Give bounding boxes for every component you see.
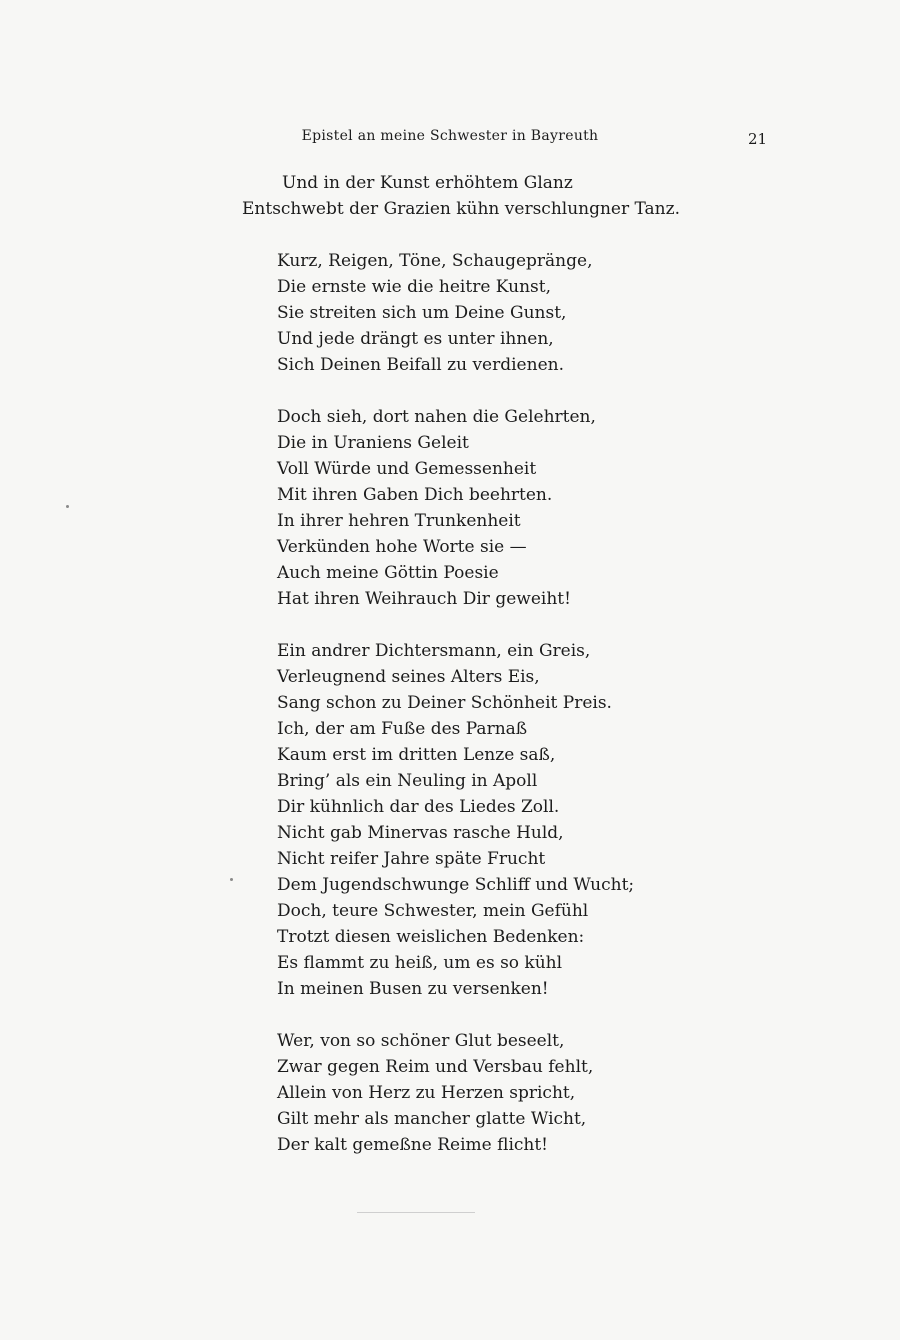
verse-line: Wer, von so schöner Glut beseelt, [277,1031,565,1051]
stanza [0,638,900,1002]
verse-line: Entschwebt der Grazien kühn verschlungner Tanz. [242,199,680,219]
verse-line: Nicht reifer Jahre späte Frucht [277,849,546,869]
verse-line: Sich Deinen Beifall zu verdienen. [277,355,564,375]
verse-line: Kaum erst im dritten Lenze saß, [277,745,556,765]
paper-speck [66,505,69,508]
verse-line: Hat ihren Weihrauch Dir geweiht! [277,589,571,609]
verse-line: Kurz, Reigen, Töne, Schaugepränge, [277,251,593,271]
stanza [0,170,900,222]
verse-line: In ihrer hehren Trunkenheit [277,511,521,531]
verse-line: Doch, teure Schwester, mein Gefühl [277,901,589,921]
running-title: Epistel an meine Schwester in Bayreuth [301,128,599,144]
verse-line: Zwar gegen Reim und Versbau fehlt, [277,1057,594,1077]
verse-line: Und in der Kunst erhöhtem Glanz [282,173,573,193]
verse-line: Auch meine Göttin Poesie [277,563,499,583]
verse-line: Es flammt zu heiß, um es so kühl [277,953,563,973]
verse-line: Der kalt gemeßne Reime flicht! [277,1135,549,1155]
end-rule [357,1212,475,1213]
verse-line: Mit ihren Gaben Dich beehrten. [277,485,553,505]
verse-line: Ich, der am Fuße des Parnaß [277,719,528,739]
poem-body [0,170,900,1158]
stanza-gap [0,378,900,404]
verse-line: Allein von Herz zu Herzen spricht, [277,1083,576,1103]
verse-line: Nicht gab Minervas rasche Huld, [277,823,564,843]
stanza [0,248,900,378]
verse-line: Trotzt diesen weislichen Bedenken: [277,927,585,947]
stanza [0,404,900,612]
verse-line: Ein andrer Dichtersmann, ein Greis, [277,641,591,661]
page-number: 21 [748,130,768,148]
verse-line: Doch sieh, dort nahen die Gelehrten, [277,407,596,427]
paper-speck [230,878,233,881]
verse-line: In meinen Busen zu versenken! [277,979,549,999]
stanza [0,1028,900,1158]
verse-line: Und jede drängt es unter ihnen, [277,329,554,349]
stanza-gap [0,222,900,248]
stanza-gap [0,1002,900,1028]
verse-line: Bring’ als ein Neuling in Apoll [277,771,538,791]
verse-line: Voll Würde und Gemessenheit [277,459,537,479]
verse-line: Die in Uraniens Geleit [277,433,469,453]
verse-line: Verleugnend seines Alters Eis, [277,667,540,687]
verse-line: Sang schon zu Deiner Schönheit Preis. [277,693,612,713]
verse-line: Dir kühnlich dar des Liedes Zoll. [277,797,560,817]
verse-line: Die ernste wie die heitre Kunst, [277,277,551,297]
stanza-gap [0,612,900,638]
verse-line: Gilt mehr als mancher glatte Wicht, [277,1109,587,1129]
verse-line: Dem Jugendschwunge Schliff und Wucht; [277,875,635,895]
verse-line: Verkünden hohe Worte sie — [277,537,527,557]
verse-line: Sie streiten sich um Deine Gunst, [277,303,567,323]
